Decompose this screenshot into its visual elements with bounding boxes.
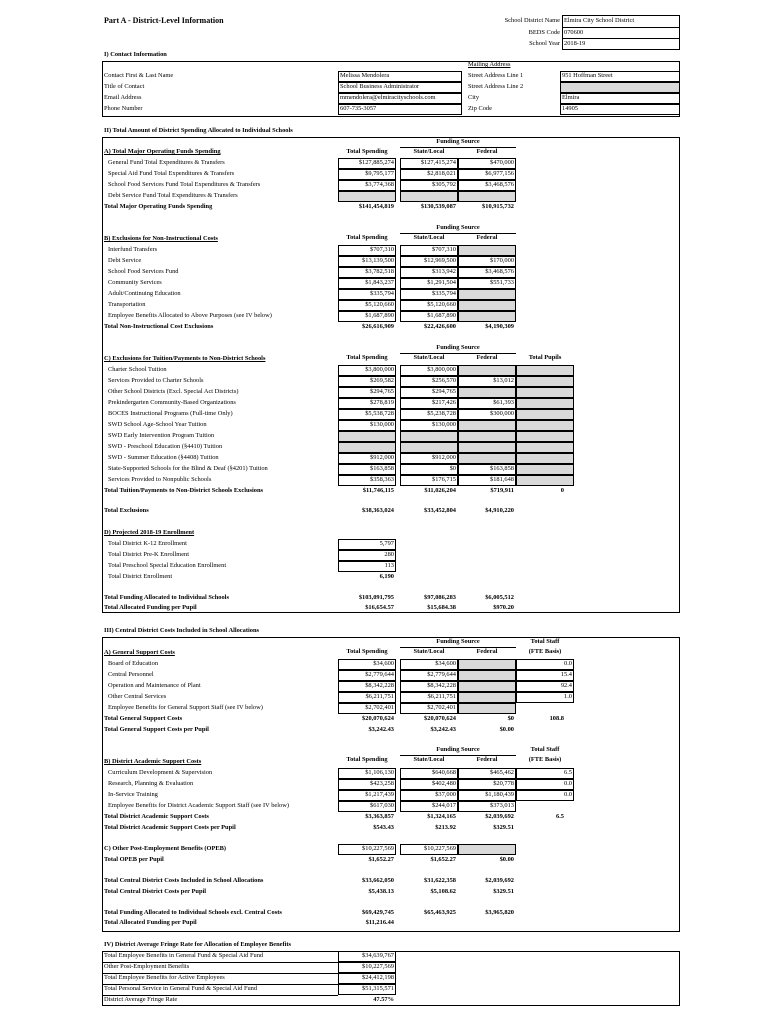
row-label: Interfund Transfers [108, 246, 158, 253]
funding-source-header: Funding Source [436, 344, 480, 351]
row-label: Total Exclusions [104, 507, 149, 514]
row-label: Total Tuition/Payments to Non-District Schools Exclusions [104, 487, 264, 494]
fte-total: 108.8 [549, 715, 564, 722]
fte-value: 0.0 [564, 780, 572, 787]
amount-value: $3,800,000 [427, 366, 456, 373]
mailing-label: Street Address Line 2 [468, 83, 524, 90]
shaded-cell [400, 431, 458, 442]
amount-value: $3,363,857 [365, 813, 394, 820]
amount-value: $305,792 [432, 181, 456, 188]
amount-value: $4,190,309 [485, 323, 514, 330]
amount-value: $2,702,401 [427, 704, 456, 711]
amount-value: $33,452,804 [424, 507, 456, 514]
amount-value: $300,000 [490, 410, 514, 417]
col-total-staff: Total Staff [530, 638, 560, 645]
shaded-cell [458, 191, 516, 202]
subsection-heading: D) Projected 2018-19 Enrollment [104, 529, 195, 536]
amount-value: $163,858 [370, 465, 394, 472]
row-label: Total Preschool Special Education Enrollment [108, 562, 227, 569]
row-label: Charter School Tuition [108, 366, 167, 373]
row-label: Research, Planning & Evaluation [108, 780, 194, 787]
col-total-spending: Total Spending [346, 756, 388, 763]
amount-value: $970.20 [493, 604, 514, 611]
amount-value: $0.00 [499, 856, 514, 863]
col-federal: Federal [476, 148, 498, 155]
row-label: Total District K-12 Enrollment [108, 540, 187, 547]
beds-code-label: BEDS Code [528, 29, 560, 36]
shaded-cell [458, 431, 516, 442]
row-label: SWD School Age-School Year Tuition [108, 421, 207, 428]
school-year-label: School Year [529, 40, 560, 47]
amount-value: $15,684.38 [427, 604, 456, 611]
col-state-local: State/Local [413, 148, 445, 155]
amount-value: $103,091,795 [358, 594, 394, 601]
row-label: Total General Support Costs [104, 715, 183, 722]
row-label: Central Personnel [108, 671, 154, 678]
row-label: Total District Enrollment [108, 573, 173, 580]
contact-label: Contact First & Last Name [104, 72, 174, 79]
row-label: District Average Fringe Rate [104, 996, 178, 1003]
amount-value: $1,180,439 [485, 791, 514, 798]
amount-value: $4,910,220 [485, 507, 514, 514]
col-federal: Federal [476, 234, 498, 241]
row-label: Operation and Maintenance of Plant [108, 682, 201, 689]
row-label: Total Employee Benefits for Active Employees [104, 974, 225, 981]
amount-value: $1,217,439 [365, 791, 394, 798]
row-label: Other School Districts (Excl. Special Act Districts) [108, 388, 239, 395]
row-label: Total Central District Costs per Pupil [104, 888, 207, 895]
amount-value: $20,778 [493, 780, 514, 787]
row-label: Prekindergarten Community-Based Organizations [108, 399, 236, 406]
shaded-cell [458, 387, 516, 398]
row-label: Board of Education [108, 660, 159, 667]
amount-value: $1,291,504 [427, 279, 456, 286]
col-total-pupils: Total Pupils [528, 354, 562, 361]
amount-value: $170,000 [490, 257, 514, 264]
amount-value: $335,794 [370, 290, 394, 297]
shaded-cell [338, 191, 396, 202]
amount-value: $3,782,518 [365, 268, 394, 275]
row-label: State-Supported Schools for the Blind & Deaf (§4201) Tuition [108, 465, 268, 472]
amount-value: $6,211,751 [365, 693, 394, 700]
shaded-cell [458, 289, 516, 300]
amount-value: $3,800,000 [365, 366, 394, 373]
amount-value: $176,715 [432, 476, 456, 483]
fringe-value: 47.57% [373, 996, 394, 1003]
row-label: School Food Services Fund [108, 268, 179, 275]
row-label: Special Aid Fund Total Expenditures & Transfers [108, 170, 235, 177]
row-label: Community Services [108, 279, 162, 286]
row-label: School Food Services Fund Total Expenditures & Transfers [108, 181, 261, 188]
amount-value: $1,106,130 [365, 769, 394, 776]
pupils-cell [516, 420, 574, 431]
amount-value: $34,600 [373, 660, 394, 667]
shaded-cell [458, 844, 516, 855]
pupils-cell [516, 475, 574, 486]
amount-value: $6,211,751 [427, 693, 456, 700]
shaded-cell [458, 453, 516, 464]
shaded-cell [400, 442, 458, 453]
amount-value: $465,462 [490, 769, 514, 776]
amount-value: $5,108.62 [430, 888, 456, 895]
funding-source-header: Funding Source [436, 224, 480, 231]
amount-value: $2,779,644 [427, 671, 456, 678]
subsection-heading: A) Total Major Operating Funds Spending [104, 148, 221, 155]
shaded-cell [458, 245, 516, 256]
amount-value: $294,765 [432, 388, 456, 395]
row-label: SWD - Preschool Education (§4410) Tuition [108, 443, 223, 450]
amount-value: $719,911 [490, 487, 514, 494]
amount-value: $9,795,177 [365, 170, 394, 177]
pupils-cell [516, 453, 574, 464]
amount-value: $2,039,692 [485, 877, 514, 884]
amount-value: $329.51 [493, 824, 514, 831]
funding-source-header: Funding Source [436, 746, 480, 753]
row-label: Total District Academic Support Costs [104, 813, 209, 820]
row-label: In-Service Training [108, 791, 158, 798]
row-label: BOCES Instructional Programs (Full-time Only) [108, 410, 233, 417]
amount-value: $617,030 [370, 802, 394, 809]
col-total-staff: Total Staff [530, 746, 560, 753]
col-total-spending: Total Spending [346, 148, 388, 155]
subsection-heading: C) Other Post-Employment Benefits (OPEB) [104, 845, 226, 852]
amount-value: $278,819 [370, 399, 394, 406]
enrollment-value: 280 [384, 551, 394, 558]
pupils-cell [516, 387, 574, 398]
fringe-value: $24,412,198 [362, 974, 394, 981]
col-fte-basis: (FTE Basis) [528, 648, 562, 655]
amount-value: $11,746,115 [362, 487, 394, 494]
fte-value: 1.0 [564, 693, 572, 700]
amount-value: $373,013 [490, 802, 514, 809]
amount-value: $3,965,820 [485, 909, 514, 916]
amount-value: $0.00 [499, 726, 514, 733]
row-label: Total Non-Instructional Cost Exclusions [104, 323, 214, 330]
amount-value: $0 [507, 715, 514, 722]
enrollment-value: 6,190 [379, 573, 394, 580]
col-total-spending: Total Spending [346, 234, 388, 241]
contact-value: School Business Administrator [340, 83, 420, 90]
row-label: Total District Pre-K Enrollment [108, 551, 190, 558]
amount-value: $10,227,569 [362, 845, 394, 852]
pupils-cell [516, 365, 574, 376]
mailing-label: City [468, 94, 480, 101]
mailing-value-field [560, 82, 680, 93]
col-state-local: State/Local [413, 354, 445, 361]
amount-value: $329.51 [493, 888, 514, 895]
col-fte-basis: (FTE Basis) [528, 756, 562, 763]
col-federal: Federal [476, 354, 498, 361]
shaded-cell [458, 311, 516, 322]
shaded-cell [400, 191, 458, 202]
row-label: Transportation [108, 301, 146, 308]
mailing-value: 951 Hoffman Street [562, 72, 613, 79]
pupils-cell [516, 409, 574, 420]
amount-value: $707,310 [370, 246, 394, 253]
row-label: Debt Service [108, 257, 142, 264]
amount-value: $65,463,925 [424, 909, 456, 916]
amount-value: $11,026,204 [424, 487, 456, 494]
amount-value: $2,702,401 [365, 704, 394, 711]
col-federal: Federal [476, 756, 498, 763]
mailing-label: Street Address Line 1 [468, 72, 524, 79]
amount-value: $20,070,624 [424, 715, 456, 722]
amount-value: $543.43 [373, 824, 394, 831]
amount-value: $1,687,890 [365, 312, 394, 319]
enrollment-value: 113 [384, 562, 394, 569]
fringe-value: $10,227,569 [362, 963, 394, 970]
amount-value: $5,238,728 [427, 410, 456, 417]
row-label: Debt Service Fund Total Expenditures & Transfers [108, 192, 238, 199]
col-total-spending: Total Spending [346, 354, 388, 361]
amount-value: $3,242.43 [430, 726, 456, 733]
row-label: Total Funding Allocated to Individual Schools [104, 594, 229, 601]
mailing-value: Elmira [562, 94, 580, 101]
amount-value: $127,415,274 [420, 159, 456, 166]
amount-value: $1,324,165 [427, 813, 456, 820]
district-name-label: School District Name [504, 17, 560, 24]
row-label: Total Funding Allocated to Individual Schools excl. Central Costs [104, 909, 282, 916]
amount-value: $3,468,576 [485, 268, 514, 275]
amount-value: $127,885,274 [358, 159, 394, 166]
fte-value: 6.5 [564, 769, 572, 776]
row-label: Other Post-Employment Benefits [104, 963, 190, 970]
amount-value: $2,779,644 [365, 671, 394, 678]
amount-value: $163,858 [490, 465, 514, 472]
col-state-local: State/Local [413, 234, 445, 241]
fte-value: 0.0 [564, 660, 572, 667]
amount-value: $61,393 [493, 399, 514, 406]
amount-value: $8,342,228 [365, 682, 394, 689]
shaded-cell [458, 420, 516, 431]
amount-value: $6,005,512 [485, 594, 514, 601]
subsection-heading: C) Exclusions for Tuition/Payments to Non-District Schools [104, 355, 266, 362]
amount-value: $37,000 [435, 791, 456, 798]
amount-value: $6,977,156 [485, 170, 514, 177]
row-label: SWD - Summer Education (§4408) Tuition [108, 454, 219, 461]
school-year-value: 2018-19 [564, 40, 586, 47]
amount-value: $20,070,624 [362, 715, 394, 722]
row-label: Total Allocated Funding per Pupil [104, 604, 197, 611]
amount-value: $11,216.44 [365, 919, 394, 926]
page-title: Part A - District-Level Information [104, 16, 224, 25]
amount-value: $22,426,600 [424, 323, 456, 330]
fte-value: 0.0 [564, 791, 572, 798]
contact-value: Melissa Mendolera [340, 72, 390, 79]
amount-value: $256,570 [432, 377, 456, 384]
row-label: Total Personal Service in General Fund & Special Aid Fund [104, 985, 258, 992]
fte-total: 6.5 [556, 813, 564, 820]
amount-value: $130,000 [432, 421, 456, 428]
section-heading: III) Central District Costs Included in School Allocations [104, 627, 259, 634]
row-label: Employee Benefits Allocated to Above Purposes (see IV below) [108, 312, 272, 319]
district-name-value: Elmira City School District [564, 17, 635, 24]
shaded-cell [458, 692, 516, 703]
amount-value: $402,480 [432, 780, 456, 787]
funding-source-header: Funding Source [436, 638, 480, 645]
amount-value: $69,429,745 [362, 909, 394, 916]
amount-value: $5,538,728 [365, 410, 394, 417]
amount-value: $269,582 [370, 377, 394, 384]
mailing-address-heading: Mailing Address [468, 61, 511, 68]
row-label: Total Employee Benefits in General Fund & Special Aid Fund [104, 952, 264, 959]
amount-value: $335,794 [432, 290, 456, 297]
shaded-cell [338, 431, 396, 442]
subsection-heading: B) District Academic Support Costs [104, 758, 202, 765]
shaded-cell [338, 442, 396, 453]
amount-value: $1,652.27 [368, 856, 394, 863]
amount-value: $34,600 [435, 660, 456, 667]
contact-label: Title of Contact [104, 83, 145, 90]
amount-value: $3,242.43 [368, 726, 394, 733]
amount-value: $2,818,021 [427, 170, 456, 177]
amount-value: $1,652.27 [430, 856, 456, 863]
amount-value: $217,426 [432, 399, 456, 406]
row-label: Adult/Continuing Education [108, 290, 181, 297]
amount-value: $551,733 [490, 279, 514, 286]
amount-value: $10,227,569 [424, 845, 456, 852]
pupils-cell [516, 398, 574, 409]
shaded-cell [458, 703, 516, 714]
fte-value: 92.4 [560, 682, 572, 689]
amount-value: $97,086,283 [424, 594, 456, 601]
pupils-cell [516, 431, 574, 442]
shaded-cell [458, 300, 516, 311]
amount-value: $1,687,890 [427, 312, 456, 319]
row-label: General Fund Total Expenditures & Transfers [108, 159, 225, 166]
subsection-heading: A) General Support Costs [104, 649, 175, 656]
subsection-heading: B) Exclusions for Non-Instructional Costs [104, 235, 218, 242]
amount-value: $31,622,358 [424, 877, 456, 884]
col-state-local: State/Local [413, 756, 445, 763]
section-heading: II) Total Amount of District Spending Allocated to Individual Schools [104, 127, 293, 134]
amount-value: $12,969,500 [424, 257, 456, 264]
enrollment-value: 5,797 [379, 540, 394, 547]
amount-value: $912,000 [370, 454, 394, 461]
amount-value: $33,662,050 [362, 877, 394, 884]
row-label: Services Provided to Nonpublic Schools [108, 476, 212, 483]
amount-value: $130,539,087 [420, 203, 456, 210]
shaded-cell [458, 670, 516, 681]
row-label: Other Central Services [108, 693, 167, 700]
contact-value: 607-735-3057 [340, 105, 377, 112]
amount-value: $130,000 [370, 421, 394, 428]
amount-value: $358,363 [370, 476, 394, 483]
row-label: Services Provided to Charter Schools [108, 377, 204, 384]
amount-value: $470,000 [490, 159, 514, 166]
row-label: Total Central District Costs Included in School Allocations [104, 877, 264, 884]
contact-label: Phone Number [104, 105, 143, 112]
pupils-cell [516, 464, 574, 475]
mailing-value-field[interactable] [560, 104, 680, 115]
fringe-value: $51,315,571 [362, 985, 394, 992]
amount-value: $5,120,660 [365, 301, 394, 308]
amount-value: $707,310 [432, 246, 456, 253]
amount-value: $141,454,819 [358, 203, 394, 210]
funding-source-header: Funding Source [436, 138, 480, 145]
amount-value: $181,648 [490, 476, 514, 483]
amount-value: $0 [449, 465, 456, 472]
contact-value: mmendolera@elmiracityschools.com [340, 94, 436, 101]
amount-value: $16,654.57 [365, 604, 394, 611]
pupils-cell [516, 442, 574, 453]
row-label: Total General Support Costs per Pupil [104, 726, 209, 733]
mailing-value: 14905 [562, 105, 578, 112]
amount-value: $1,843,237 [365, 279, 394, 286]
row-label: Total Major Operating Funds Spending [104, 203, 213, 210]
col-federal: Federal [476, 648, 498, 655]
row-label: Total District Academic Support Costs per Pupil [104, 824, 236, 831]
shaded-cell [458, 681, 516, 692]
amount-value: $423,258 [370, 780, 394, 787]
row-label: SWD Early Intervention Program Tuition [108, 432, 215, 439]
col-total-spending: Total Spending [346, 648, 388, 655]
row-label: Employee Benefits for District Academic Support Staff (see IV below) [108, 802, 289, 809]
amount-value: $640,668 [432, 769, 456, 776]
shaded-cell [458, 442, 516, 453]
row-label: Employee Benefits for General Support Staff (see IV below) [108, 704, 263, 711]
amount-value: $10,915,732 [482, 203, 514, 210]
amount-value: $13,012 [493, 377, 514, 384]
beds-code-value: 070600 [564, 29, 584, 36]
amount-value: $2,039,692 [485, 813, 514, 820]
row-label: Total Allocated Funding per Pupil [104, 919, 197, 926]
amount-value: $8,342,228 [427, 682, 456, 689]
row-label: Curriculum Development & Supervision [108, 769, 213, 776]
amount-value: $912,000 [432, 454, 456, 461]
amount-value: $5,438.13 [368, 888, 394, 895]
amount-value: $294,765 [370, 388, 394, 395]
amount-value: $244,017 [432, 802, 456, 809]
amount-value: $5,120,660 [427, 301, 456, 308]
amount-value: $38,363,024 [362, 507, 394, 514]
shaded-cell [458, 365, 516, 376]
amount-value: $3,468,576 [485, 181, 514, 188]
shaded-cell [458, 659, 516, 670]
col-state-local: State/Local [413, 648, 445, 655]
row-label: Total OPEB per Pupil [104, 856, 164, 863]
mailing-label: Zip Code [468, 105, 492, 112]
amount-value: $213.92 [435, 824, 456, 831]
section-heading: IV) District Average Fringe Rate for Allocation of Employee Benefits [104, 941, 291, 948]
section-heading: I) Contact Information [104, 51, 167, 58]
fte-value: 15.4 [560, 671, 572, 678]
amount-value: $26,616,909 [362, 323, 394, 330]
amount-value: $3,774,368 [365, 181, 394, 188]
amount-value: $313,942 [432, 268, 456, 275]
total-pupils-value: 0 [560, 487, 564, 494]
fringe-value: $34,639,767 [362, 952, 394, 959]
pupils-cell [516, 376, 574, 387]
contact-label: Email Address [104, 94, 142, 101]
amount-value: $13,139,500 [362, 257, 394, 264]
